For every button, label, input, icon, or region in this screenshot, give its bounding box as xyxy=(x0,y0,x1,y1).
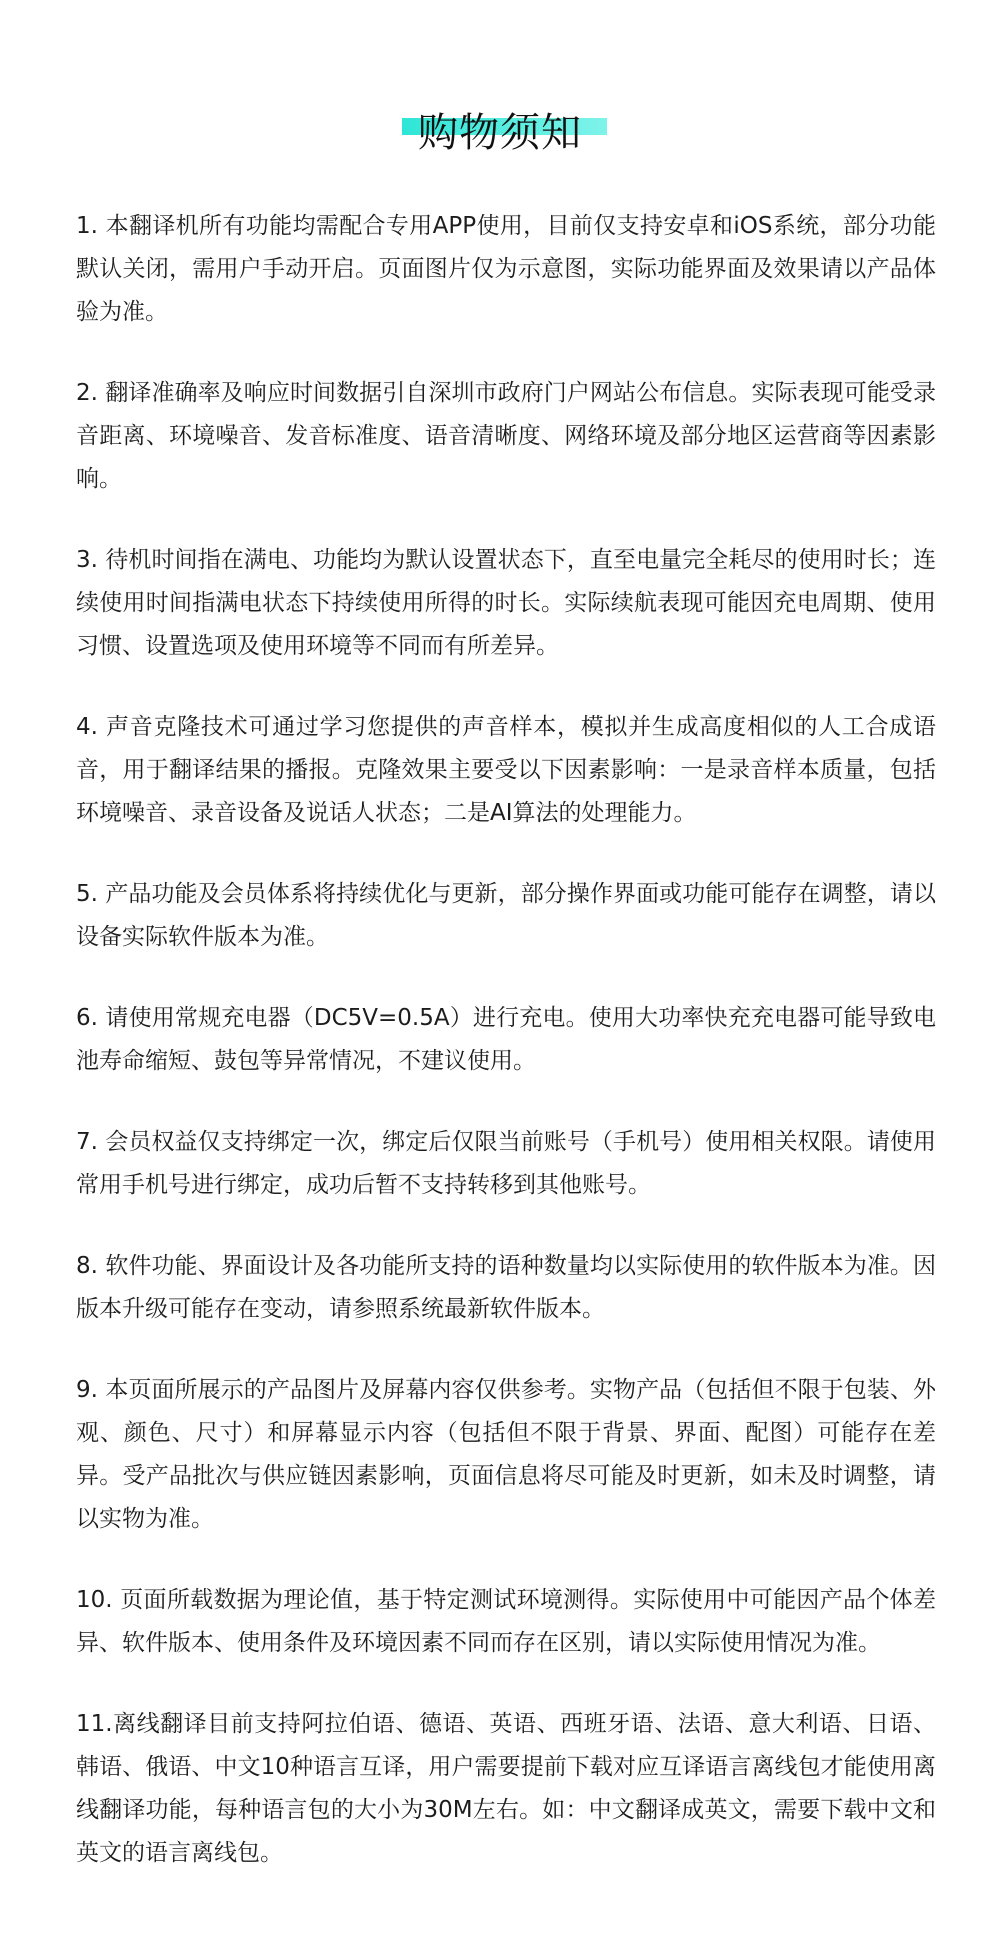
note-item: 4. 声音克隆技术可通过学习您提供的声音样本，模拟并生成高度相似的人工合成语音，用于翻译结果的播报。克隆效果主要受以下因素影响：一是录音样本质量，包括环境噪音、录音设备及说话人状态；二是AI算法的处理能力。 xyxy=(76,714,936,826)
page-title: 购物须知 xyxy=(418,109,582,156)
note-item: 11.离线翻译目前支持阿拉伯语、德语、英语、西班牙语、法语、意大利语、日语、韩语、俄语、中文10种语言互译，用户需要提前下载对应互译语言离线包才能使用离线翻译功能，每种语言包的大小为30M左右。如：中文翻译成英文，需要下载中文和英文的语言离线包。 xyxy=(76,1711,936,1866)
note-item: 3. 待机时间指在满电、功能均为默认设置状态下，直至电量完全耗尽的使用时长；连续使用时间指满电状态下持续使用所得的时长。实际续航表现可能因充电周期、使用习惯、设置选项及使用环境等不同而有所差异。 xyxy=(76,547,936,659)
notes-list xyxy=(76,205,936,1913)
page-header xyxy=(0,78,1000,156)
note-item: 6. 请使用常规充电器（DC5V=0.5A）进行充电。使用大功率快充充电器可能导致电池寿命缩短、鼓包等异常情况，不建议使用。 xyxy=(76,1005,936,1074)
note-item: 10. 页面所载数据为理论值，基于特定测试环境测得。实际使用中可能因产品个体差异、软件版本、使用条件及环境因素不同而存在区别，请以实际使用情况为准。 xyxy=(76,1587,936,1656)
note-item: 9. 本页面所展示的产品图片及屏幕内容仅供参考。实物产品（包括但不限于包装、外观、颜色、尺寸）和屏幕显示内容（包括但不限于背景、界面、配图）可能存在差异。受产品批次与供应链因素影响，页面信息将尽可能及时更新，如未及时调整，请以实物为准。 xyxy=(76,1377,936,1532)
note-item: 2. 翻译准确率及响应时间数据引自深圳市政府门户网站公布信息。实际表现可能受录音距离、环境噪音、发音标准度、语音清晰度、网络环境及部分地区运营商等因素影响。 xyxy=(76,380,936,492)
note-item: 7. 会员权益仅支持绑定一次，绑定后仅限当前账号（手机号）使用相关权限。请使用常用手机号进行绑定，成功后暂不支持转移到其他账号。 xyxy=(76,1129,936,1198)
note-item: 5. 产品功能及会员体系将持续优化与更新，部分操作界面或功能可能存在调整，请以设备实际软件版本为准。 xyxy=(76,881,936,950)
note-item: 1. 本翻译机所有功能均需配合专用APP使用，目前仅支持安卓和iOS系统，部分功能默认关闭，需用户手动开启。页面图片仅为示意图，实际功能界面及效果请以产品体验为准。 xyxy=(76,213,936,325)
note-item: 8. 软件功能、界面设计及各功能所支持的语种数量均以实际使用的软件版本为准。因版本升级可能存在变动，请参照系统最新软件版本。 xyxy=(76,1253,936,1322)
